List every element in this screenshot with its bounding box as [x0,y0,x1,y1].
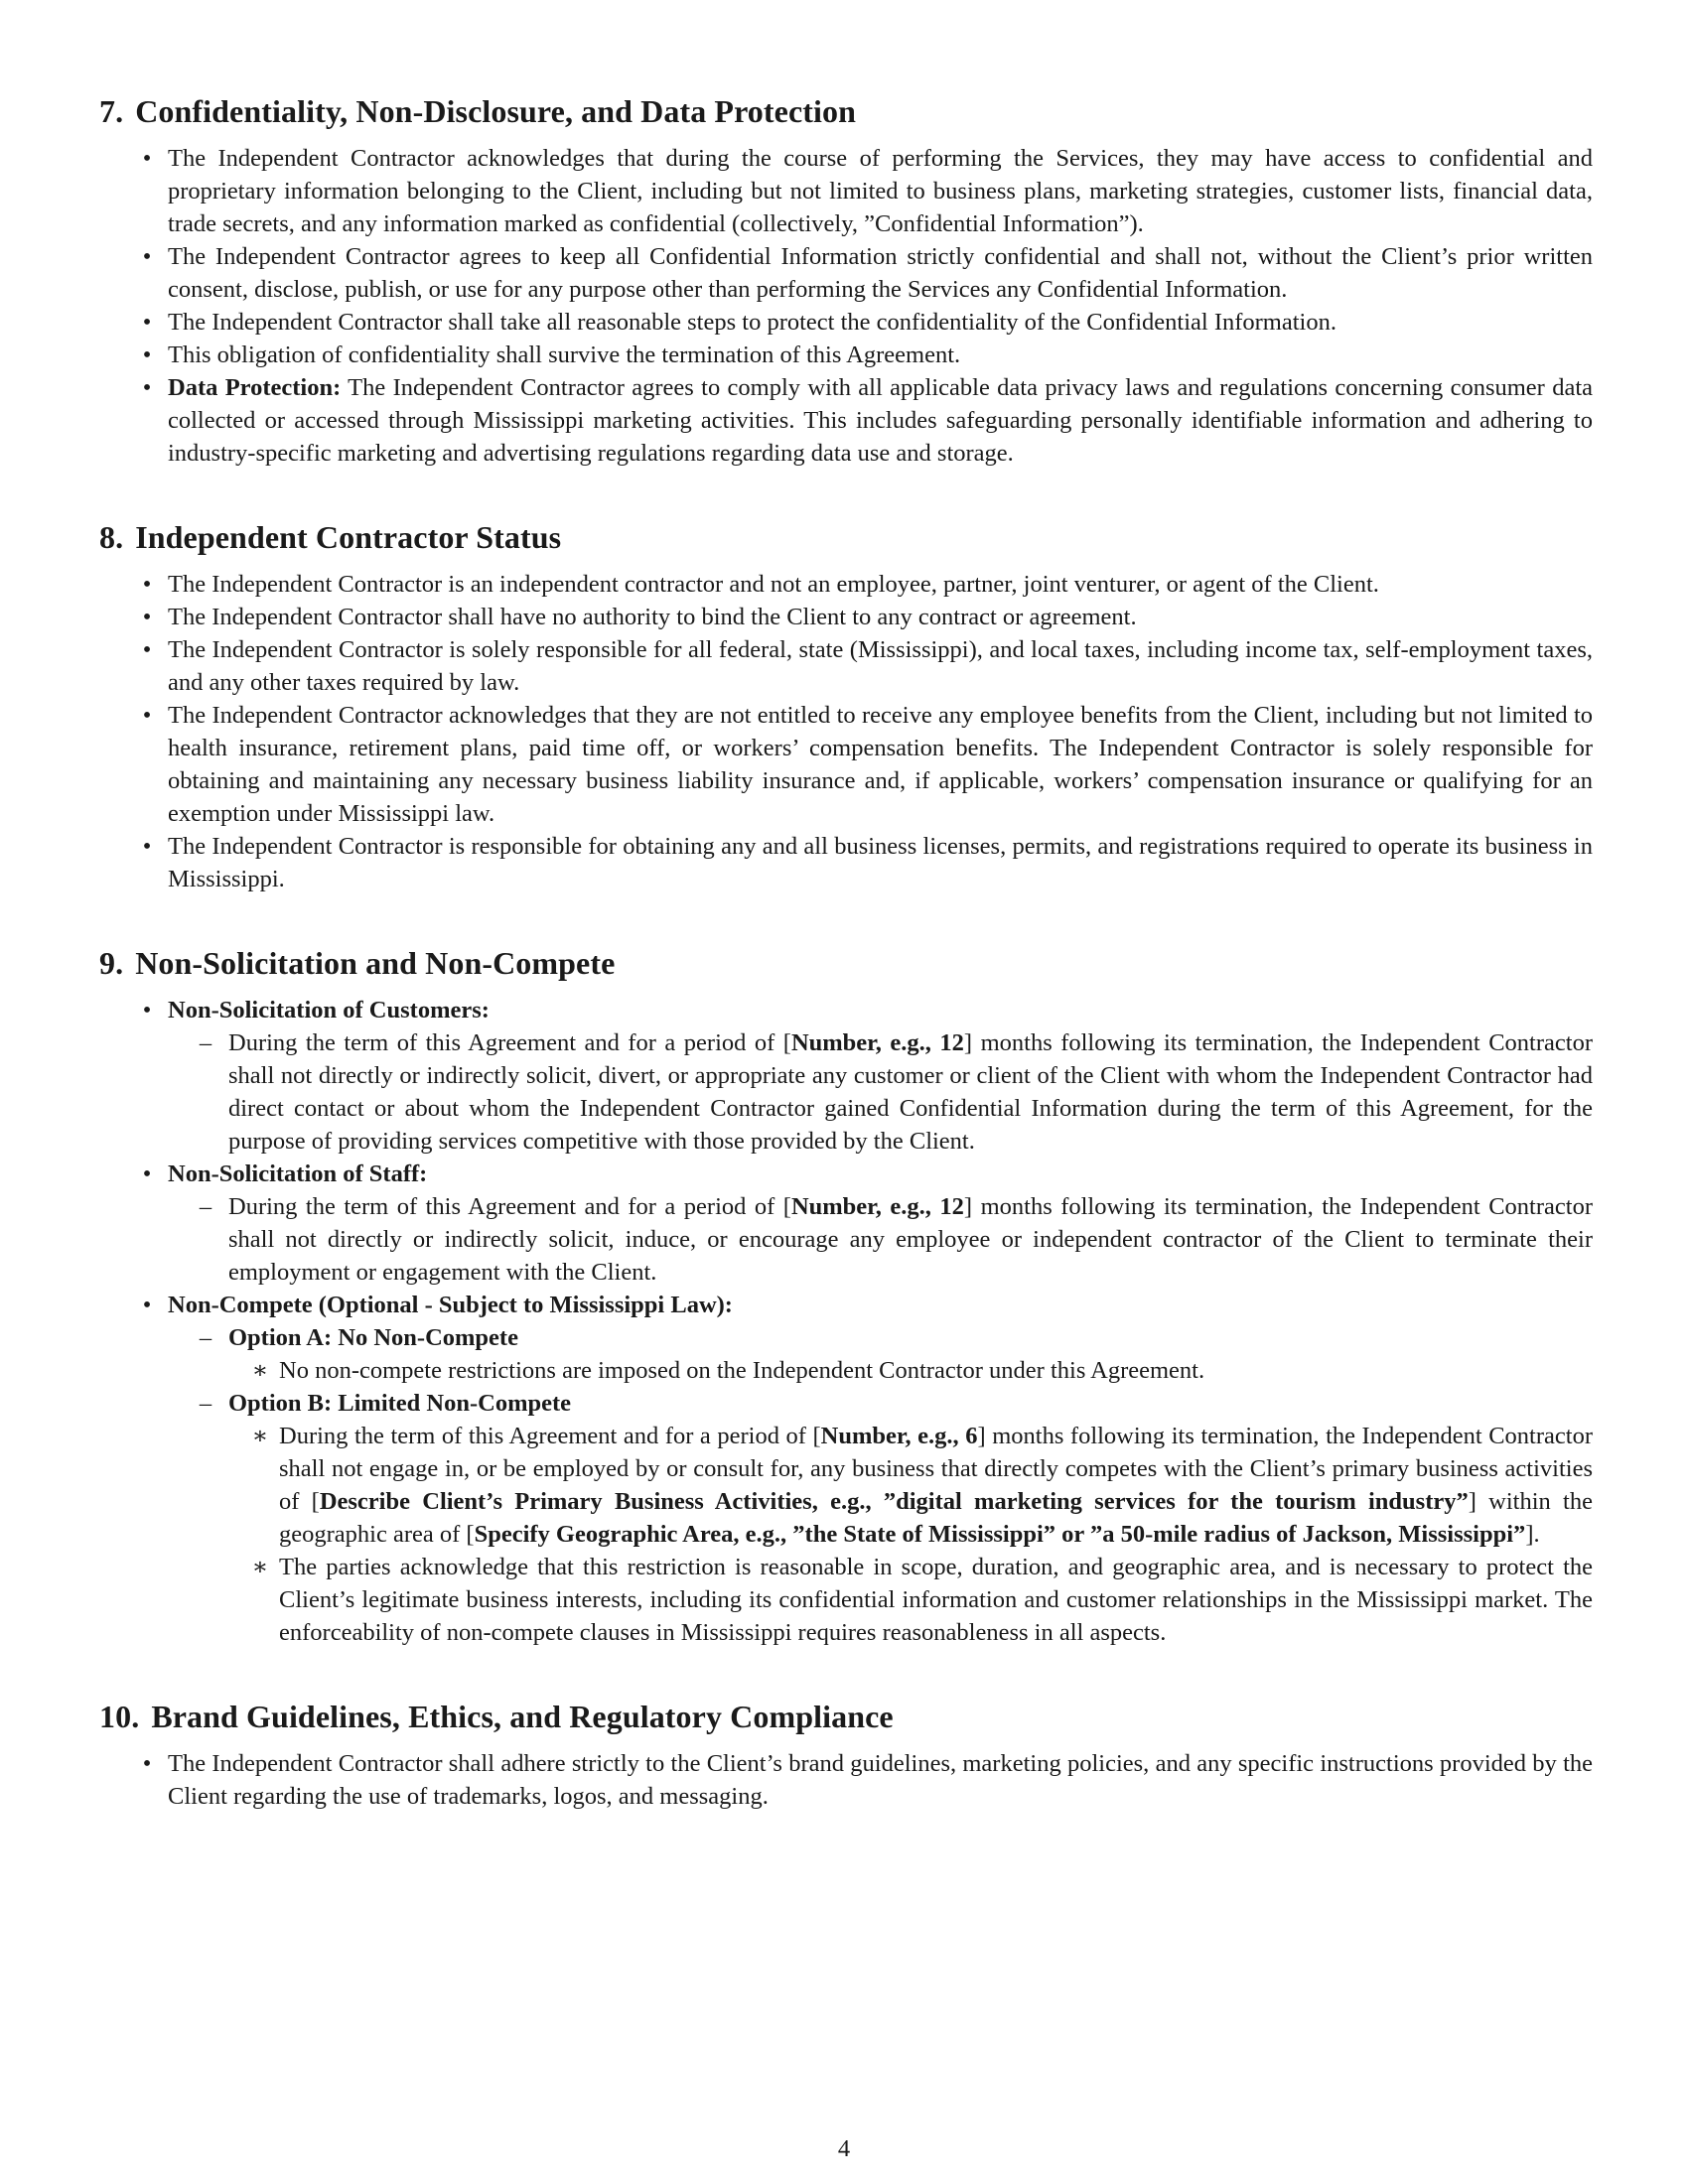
section-title: Non-Solicitation and Non-Compete [135,945,616,981]
sub-sub-list-item: ∗ No non-compete restrictions are imposed on the Independent Contractor under this Agreement. [228,1354,1593,1387]
list-item: • The Independent Contractor shall adhere strictly to the Client’s brand guidelines, marketing policies, and any specific instructions provided by the Client regarding the use of trademarks, logos, and messaging. [99,1747,1593,1813]
placeholder-text: Specify Geographic Area, e.g., ”the State of Mississippi” or ”a 50-mile radius of Jackson, Mississippi” [474,1521,1526,1548]
bullet-icon: • [142,571,152,598]
sub-list-item: – During the term of this Agreement and for a period of [Number, e.g., 12] months following its termination, the Independent Contractor shall not directly or indirectly solicit, induce, or encourage any employee or independent contractor of the Client to terminate their employment or engagement with the Client. [168,1190,1593,1289]
bullet-icon: • [142,145,152,172]
section-9 [99,943,1593,1649]
sub-list [168,1026,1593,1158]
bullet-list [99,568,1593,895]
list-item: • The Independent Contractor acknowledges that they are not entitled to receive any employee benefits from the Client, including but not limited to health insurance, retirement plans, paid time off, or workers’ compensation benefits. The Independent Contractor is solely responsible for obtaining and maintaining any necessary business liability insurance and, if applicable, workers’ compensation insurance or qualifying for an exemption under Mississippi law. [99,699,1593,830]
item-label: Non-Solicitation of Staff: [168,1160,428,1187]
section-10 [99,1697,1593,1813]
asterisk-icon: ∗ [251,1357,269,1384]
list-item: • The Independent Contractor shall take all reasonable steps to protect the confidentiality of the Confidential Information. [99,306,1593,339]
placeholder-text: Describe Client’s Primary Business Activities, e.g., ”digital marketing services for the tourism industry” [319,1488,1469,1515]
section-7 [99,91,1593,470]
bullet-icon: • [142,1750,152,1777]
section-title: Independent Contractor Status [135,519,562,555]
sub-list-item: – During the term of this Agreement and for a period of [Number, e.g., 12] months following its termination, the Independent Contractor shall not directly or indirectly solicit, divert, or appropriate any customer or client of the Client with whom the Independent Contractor had direct contact or about whom the Independent Contractor gained Confidential Information during the term of this Agreement, for the purpose of providing services competitive with those provided by the Client. [168,1026,1593,1158]
dash-icon: – [199,1390,212,1417]
bullet-list [99,1747,1593,1813]
placeholder-text: Number, e.g., 6 [820,1423,978,1449]
placeholder-text: Number, e.g., 12 [790,1193,964,1220]
bullet-icon: • [142,341,152,368]
bullet-icon: • [142,309,152,336]
item-label: Non-Compete (Optional - Subject to Mississippi Law): [168,1292,733,1318]
list-item: • The Independent Contractor agrees to keep all Confidential Information strictly confidential and shall not, without the Client’s prior written consent, disclose, publish, or use for any purpose other than performing the Services any Confidential Information. [99,240,1593,306]
list-item-non-solicitation-staff [99,1158,1593,1289]
list-item-data-protection: • Data Protection: The Independent Contractor agrees to comply with all applicable data privacy laws and regulations concerning consumer data collected or accessed through Mississippi marketing activities. This includes safeguarding personally identifiable information and adhering to industry-specific marketing and advertising regulations regarding data use and storage. [99,371,1593,470]
asterisk-icon: ∗ [251,1554,269,1580]
bullet-icon: • [142,833,152,860]
section-number: 8. [99,519,124,555]
bullet-icon: • [142,1292,152,1318]
section-heading [99,517,1593,557]
sub-list [168,1190,1593,1289]
option-a [168,1321,1593,1387]
section-heading [99,943,1593,983]
section-heading [99,1697,1593,1736]
bullet-icon: • [142,1160,152,1187]
asterisk-icon: ∗ [251,1423,269,1449]
list-item: • The Independent Contractor is an independent contractor and not an employee, partner, joint venturer, or agent of the Client. [99,568,1593,601]
item-label: Non-Solicitation of Customers: [168,997,490,1024]
bullet-icon: • [142,997,152,1024]
bullet-list [99,994,1593,1649]
list-item-non-solicitation-customers [99,994,1593,1158]
option-label: Option A: No Non-Compete [228,1324,518,1351]
option-b [168,1387,1593,1649]
bullet-icon: • [142,702,152,729]
bullet-icon: • [142,604,152,630]
dash-icon: – [199,1029,212,1056]
item-label: Data Protection: [168,374,342,401]
list-item: • The Independent Contractor shall have no authority to bind the Client to any contract or agreement. [99,601,1593,633]
bullet-list [99,142,1593,470]
section-8 [99,517,1593,895]
sub-sub-list-item: ∗ During the term of this Agreement and for a period of [Number, e.g., 6] months following its termination, the Independent Contractor shall not engage in, or be employed by or consult for, any business that directly competes with the Client’s primary business activities of [Describe Client’s Primary Business Activities, e.g., ”digital marketing services for the tourism industry”] within the geographic area of [Specify Geographic Area, e.g., ”the State of Mississippi” or ”a 50-mile radius of Jackson, Mississippi”]. [228,1420,1593,1551]
section-number: 7. [99,93,124,129]
bullet-icon: • [142,374,152,401]
section-number: 10. [99,1699,140,1734]
section-heading [99,91,1593,131]
list-item: • The Independent Contractor acknowledges that during the course of performing the Services, they may have access to confidential and proprietary information belonging to the Client, including but not limited to business plans, marketing strategies, customer lists, financial data, trade secrets, and any information marked as confidential (collectively, ”Confidential Information”). [99,142,1593,240]
bullet-icon: • [142,243,152,270]
list-item: • This obligation of confidentiality shall survive the termination of this Agreement. [99,339,1593,371]
list-item-non-compete [99,1289,1593,1649]
list-item: • The Independent Contractor is solely responsible for all federal, state (Mississippi), and local taxes, including income tax, self-employment taxes, and any other taxes required by law. [99,633,1593,699]
section-title: Confidentiality, Non-Disclosure, and Data Protection [135,93,856,129]
sub-list [168,1321,1593,1649]
section-number: 9. [99,945,124,981]
bullet-icon: • [142,636,152,663]
sub-sub-list [228,1420,1593,1649]
sub-sub-list [228,1354,1593,1387]
page-number: 4 [837,2135,851,2162]
dash-icon: – [199,1324,212,1351]
section-title: Brand Guidelines, Ethics, and Regulatory Compliance [151,1699,894,1734]
placeholder-text: Number, e.g., 12 [790,1029,964,1056]
dash-icon: – [199,1193,212,1220]
sub-sub-list-item: ∗ The parties acknowledge that this restriction is reasonable in scope, duration, and geographic area, and is necessary to protect the Client’s legitimate business interests, including its confidential information and customer relationships in the Mississippi market. The enforceability of non-compete clauses in Mississippi requires reasonableness in all aspects. [228,1551,1593,1649]
page-content [99,91,1593,1813]
list-item: • The Independent Contractor is responsible for obtaining any and all business licenses, permits, and registrations required to operate its business in Mississippi. [99,830,1593,895]
option-label: Option B: Limited Non-Compete [228,1390,572,1417]
